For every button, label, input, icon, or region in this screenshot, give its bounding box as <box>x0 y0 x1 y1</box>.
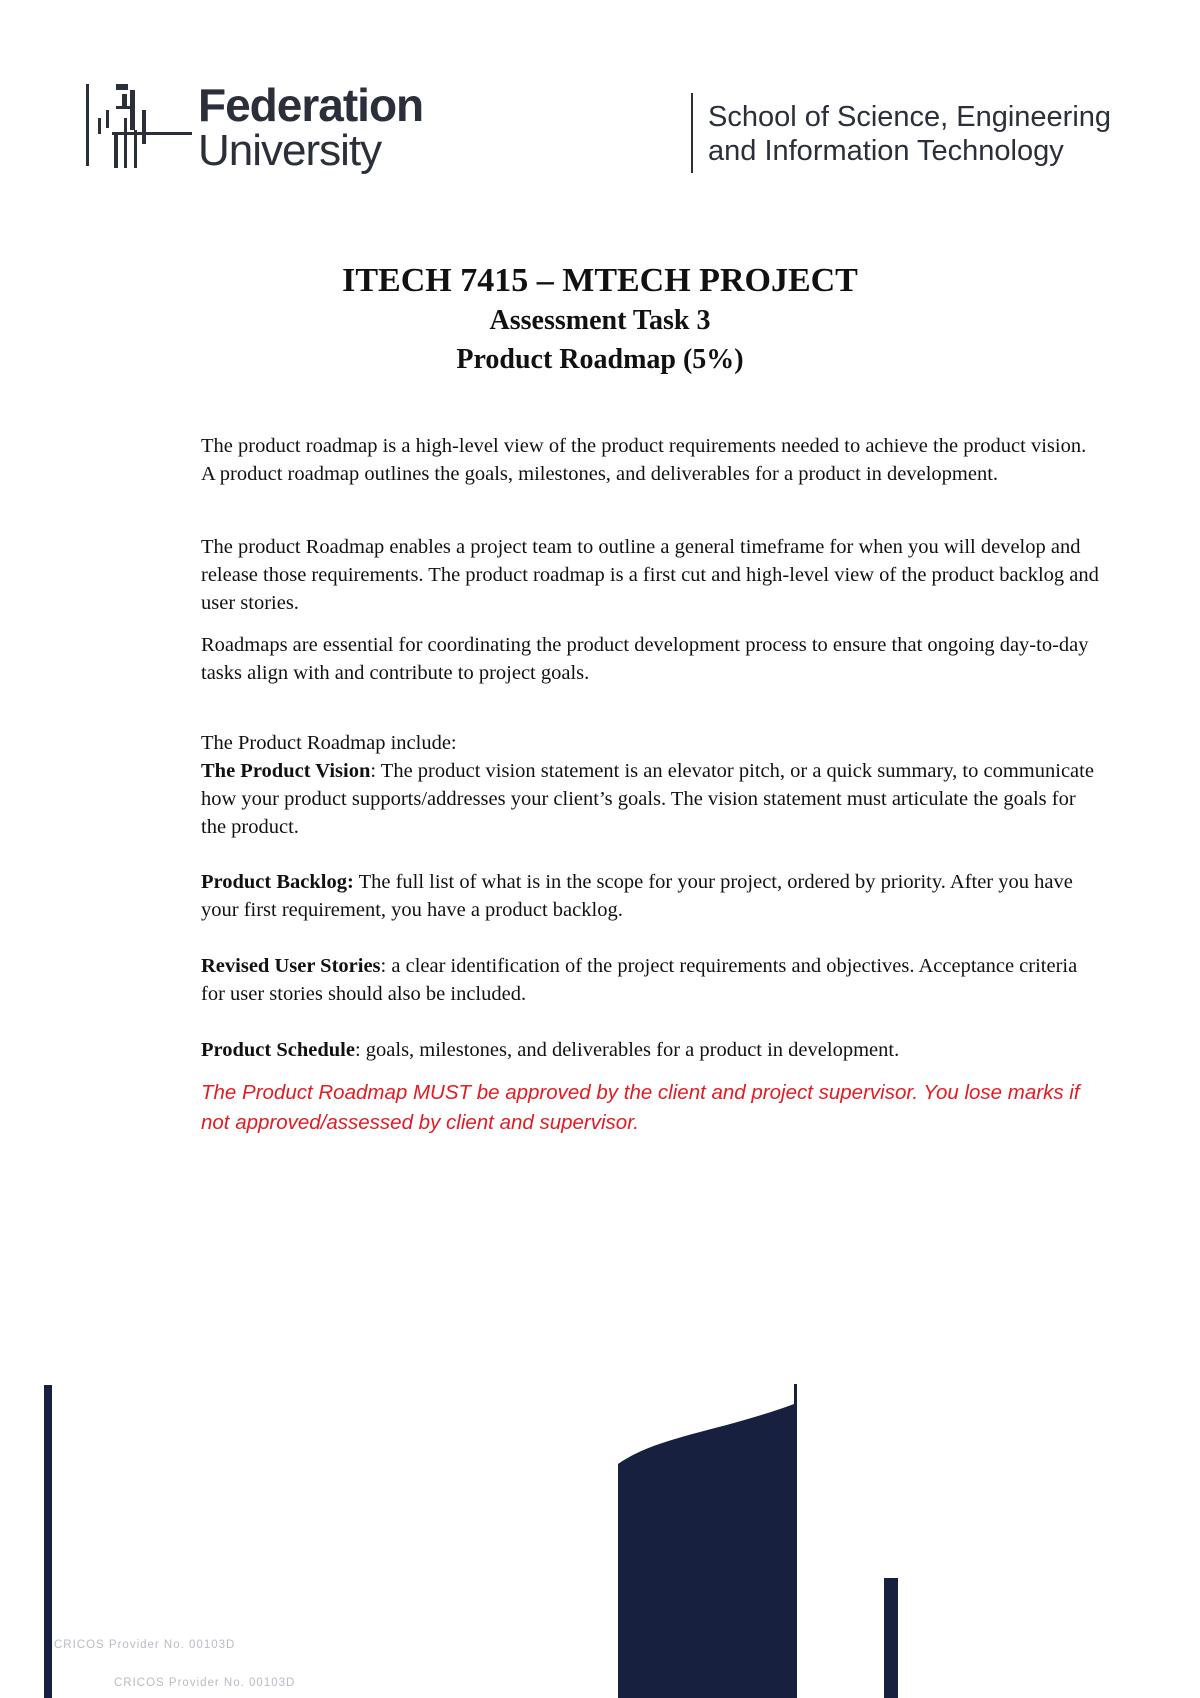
roadmap-include-section <box>201 729 1101 841</box>
product-schedule-label: Product Schedule <box>201 1039 355 1061</box>
logo-wordmark-university: University <box>198 126 382 175</box>
user-stories-item <box>201 952 1101 1008</box>
assessment-name-heading: Product Roadmap (5%) <box>456 344 744 375</box>
user-stories-label: Revised User Stories <box>201 955 381 977</box>
assessment-task-heading: Assessment Task 3 <box>489 305 711 336</box>
decorative-flag-shape <box>618 1384 804 1698</box>
intro-paragraph-2: The product Roadmap enables a project team to outline a general timeframe for when you will develop and release those requirements. The product roadmap is a first cut and high-level view of the product backlog and user stories. <box>201 536 1099 614</box>
university-crest-icon <box>84 84 192 168</box>
product-backlog-label: Product Backlog: <box>201 871 354 893</box>
school-name <box>708 100 1111 168</box>
product-schedule-text: : goals, milestones, and deliverables for a product in development. <box>354 1039 900 1061</box>
cricos-provider-number: CRICOS Provider No. 00103D <box>54 1639 236 1651</box>
school-name-line-2: and Information Technology <box>708 135 1064 167</box>
school-name-line-1: School of Science, Engineering <box>708 101 1112 133</box>
intro-paragraph-3: Roadmaps are essential for coordinating the product development process to ensure that ongoing day-to-day tasks align with and contribute to project goals. <box>201 634 1089 684</box>
logo-wordmark-federation: Federation <box>198 79 424 131</box>
decorative-bar-right <box>884 1578 898 1698</box>
product-schedule-item <box>201 1036 1101 1064</box>
header-divider <box>691 93 693 173</box>
cricos-provider-number-duplicate: CRICOS Provider No. 00103D <box>114 1677 296 1689</box>
product-backlog-item <box>201 868 1101 924</box>
product-backlog-text: The full list of what is in the scope for your project, ordered by priority. After you have your first requirement, you have a product backlog. <box>201 871 1073 921</box>
document-title: ITECH 7415 – MTECH PROJECT <box>342 262 858 299</box>
include-intro: The Product Roadmap include: <box>201 732 457 754</box>
decorative-bar-left <box>44 1385 52 1698</box>
product-vision-label: The Product Vision <box>201 760 371 782</box>
intro-paragraph-1: The product roadmap is a high-level view of the product requirements needed to achieve the product vision. A product roadmap outlines the goals, milestones, and deliverables for a product in development. <box>201 435 1087 485</box>
approval-warning: The Product Roadmap MUST be approved by the client and project supervisor. You lose marks if not approved/assessed by client and supervisor. <box>201 1081 1080 1134</box>
product-vision-text: : The product vision statement is an elevator pitch, or a quick summary, to communicate how your product supports/addresses your client’s goals. The vision statement must articulate the goals for the product. <box>201 760 1094 838</box>
federation-university-logo <box>84 79 444 184</box>
user-stories-text: : a clear identification of the project requirements and objectives. Acceptance criteria for user stories should also be included. <box>201 955 1078 1005</box>
